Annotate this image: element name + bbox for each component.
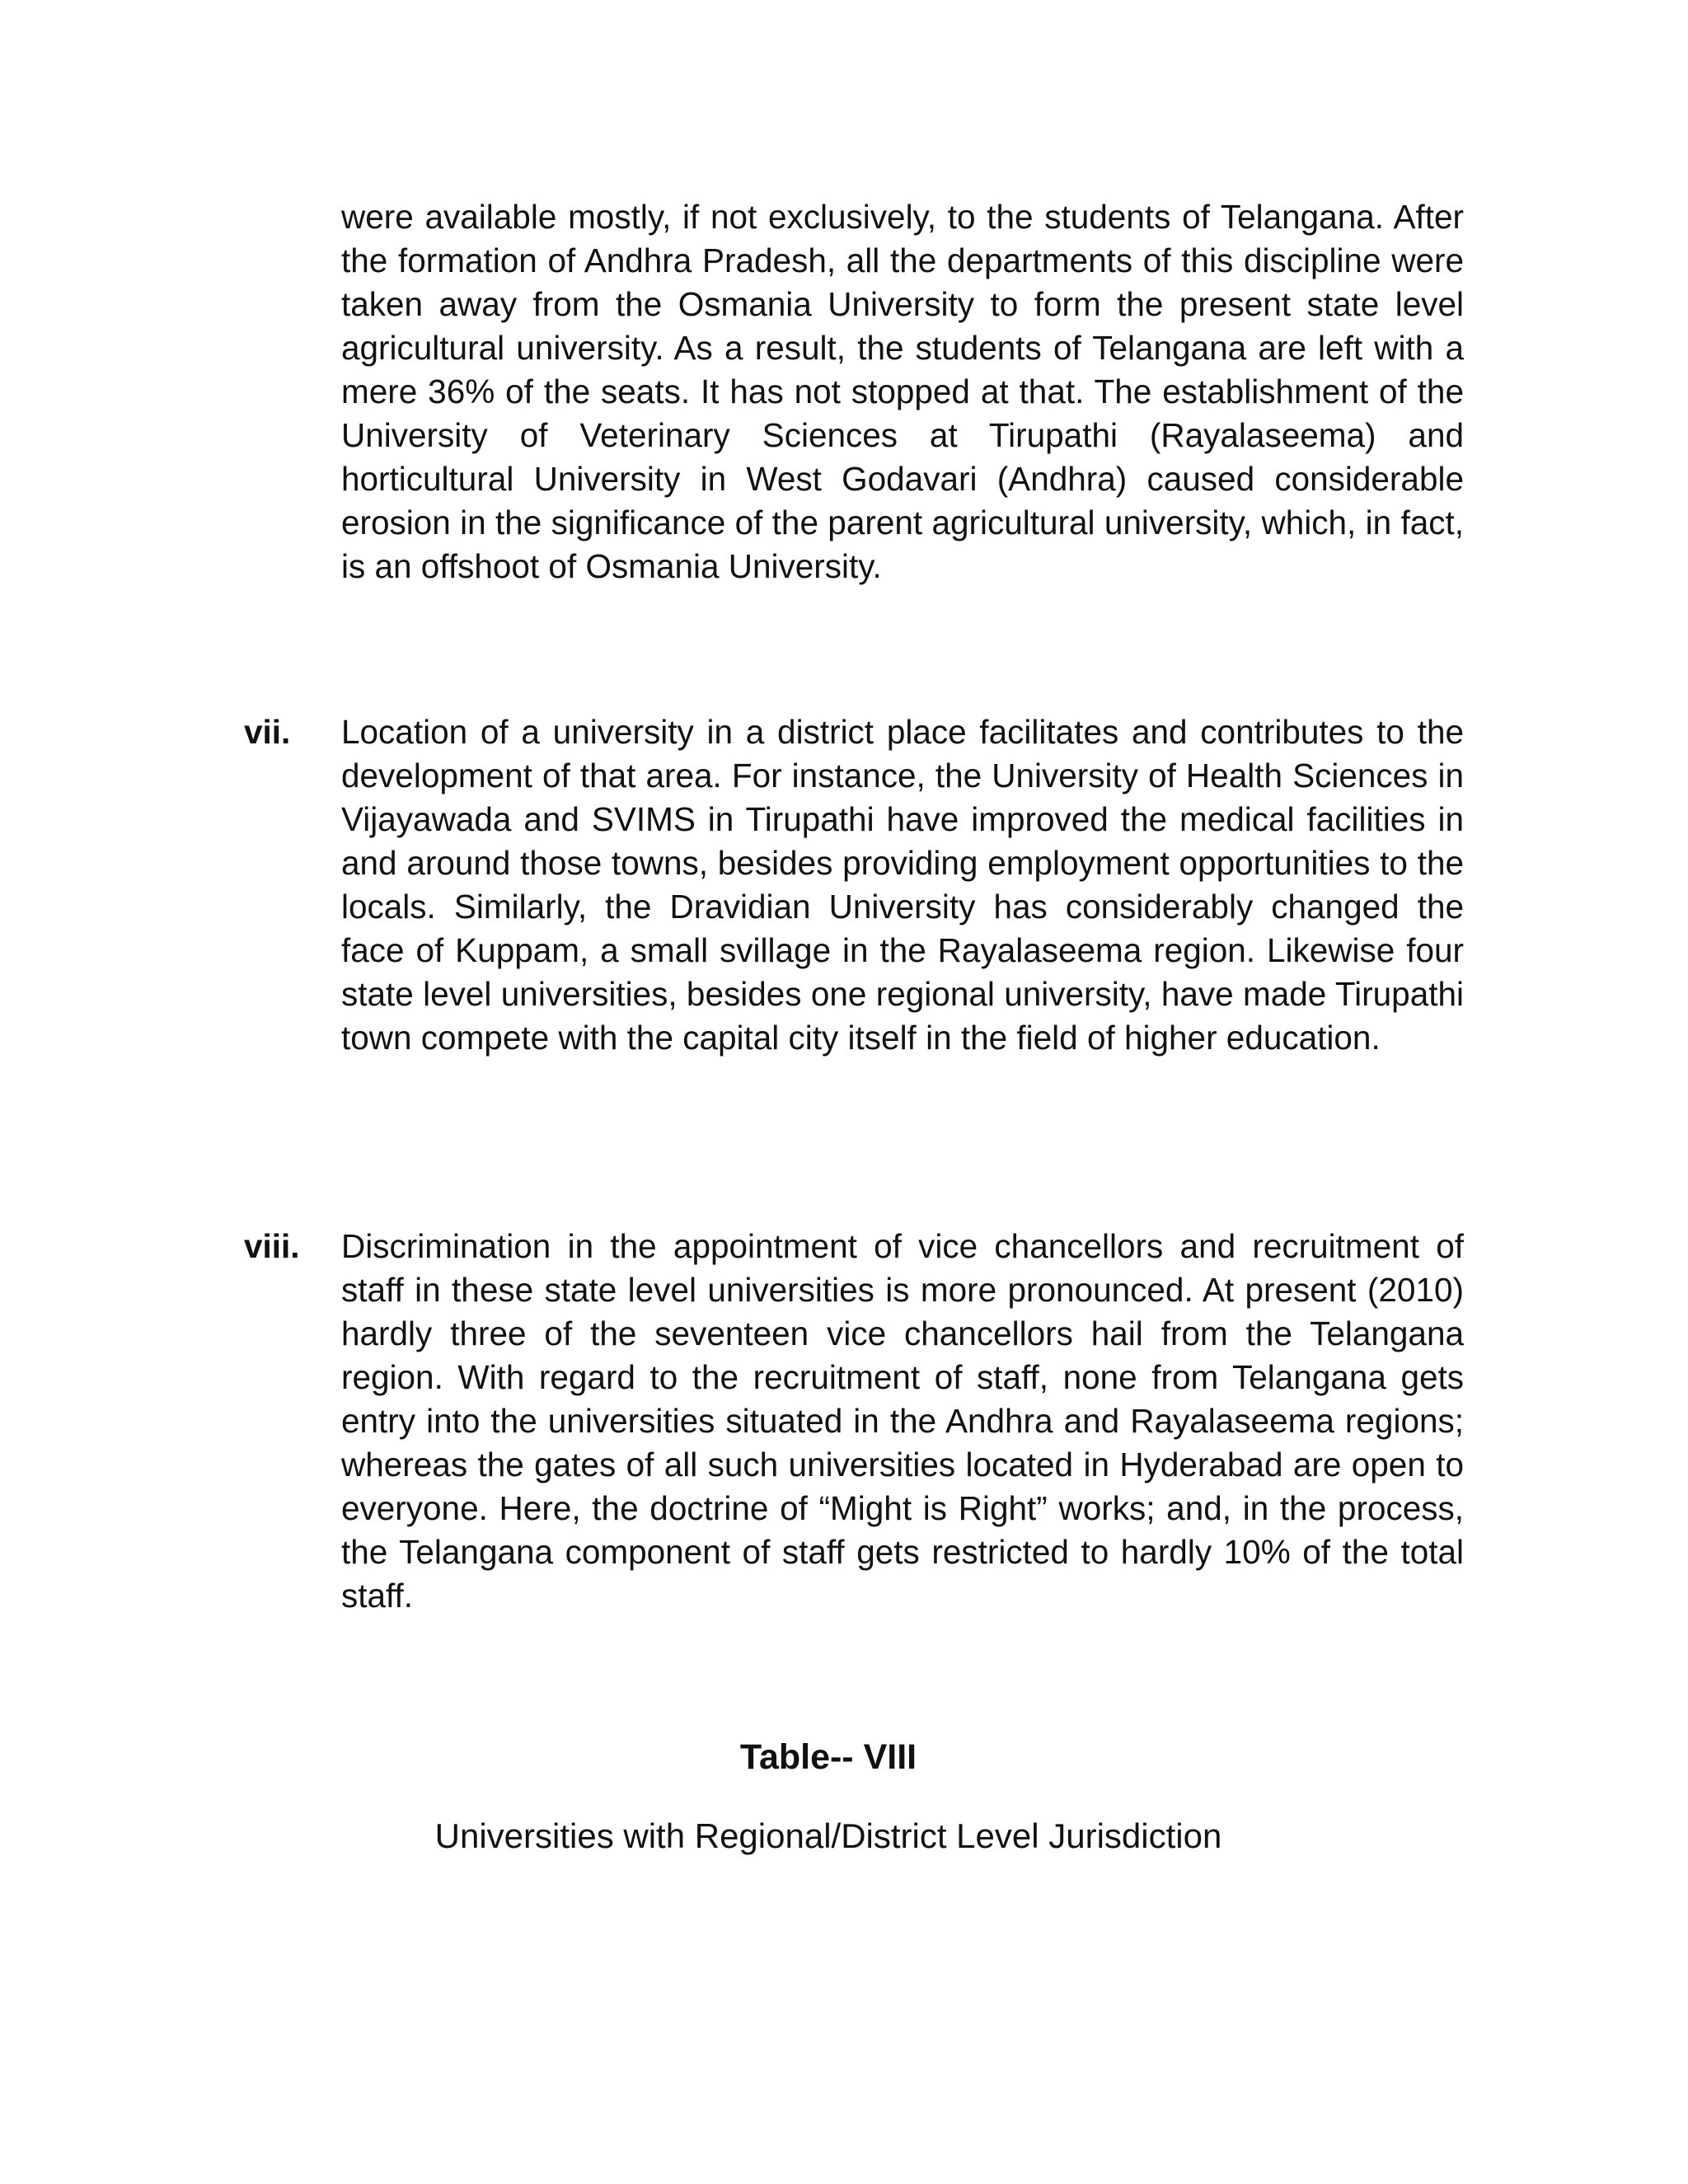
table-subtitle: Universities with Regional/District Level Jurisdiction (434, 1816, 1222, 1855)
list-numeral-viii: viii. (244, 1227, 300, 1265)
list-numeral-vii: vii. (244, 713, 291, 751)
paragraph-vii: Location of a university in a district place facilitates and contributes to the development of that area. For instance, the University of Health Sciences in Vijayawada and SVIMS in Tirupathi have improved the medical facilities in and around those towns, besides providing employment opportunities to the locals. Similarly, the Dravidian University has considerably changed the face of Kuppam, a small svillage in the Rayalaseema region. Likewise four state level universities, besides one regional university, have made Tirupathi town compete with the capital city itself in the field of higher education. (341, 713, 1464, 1057)
paragraph-continued: were available mostly, if not exclusively, to the students of Telangana. After the formation of Andhra Pradesh, all the departments of this discipline were taken away from the Osmania University to form the present state level agricultural university. As a result, the students of Telangana are left with a mere 36% of the seats. It has not stopped at that. The establishment of the University of Veterinary Sciences at Tirupathi (Rayalaseema) and horticultural University in West Godavari (Andhra) caused considerable erosion in the significance of the parent agricultural university, which, in fact, is an offshoot of Osmania University. (341, 198, 1464, 585)
paragraph-viii: Discrimination in the appointment of vice chancellors and recruitment of staff in these state level universities is more pronounced. At present (2010) hardly three of the seventeen vice chancellors hail from the Telangana region. With regard to the recruitment of staff, none from Telangana gets entry into the universities situated in the Andhra and Rayalaseema regions; whereas the gates of all such universities located in Hyderabad are open to everyone. Here, the doctrine of “Might is Right” works; and, in the process, the Telangana component of staff gets restricted to hardly 10% of the total staff. (341, 1227, 1464, 1615)
table-title: Table-- VIII (739, 1737, 917, 1777)
